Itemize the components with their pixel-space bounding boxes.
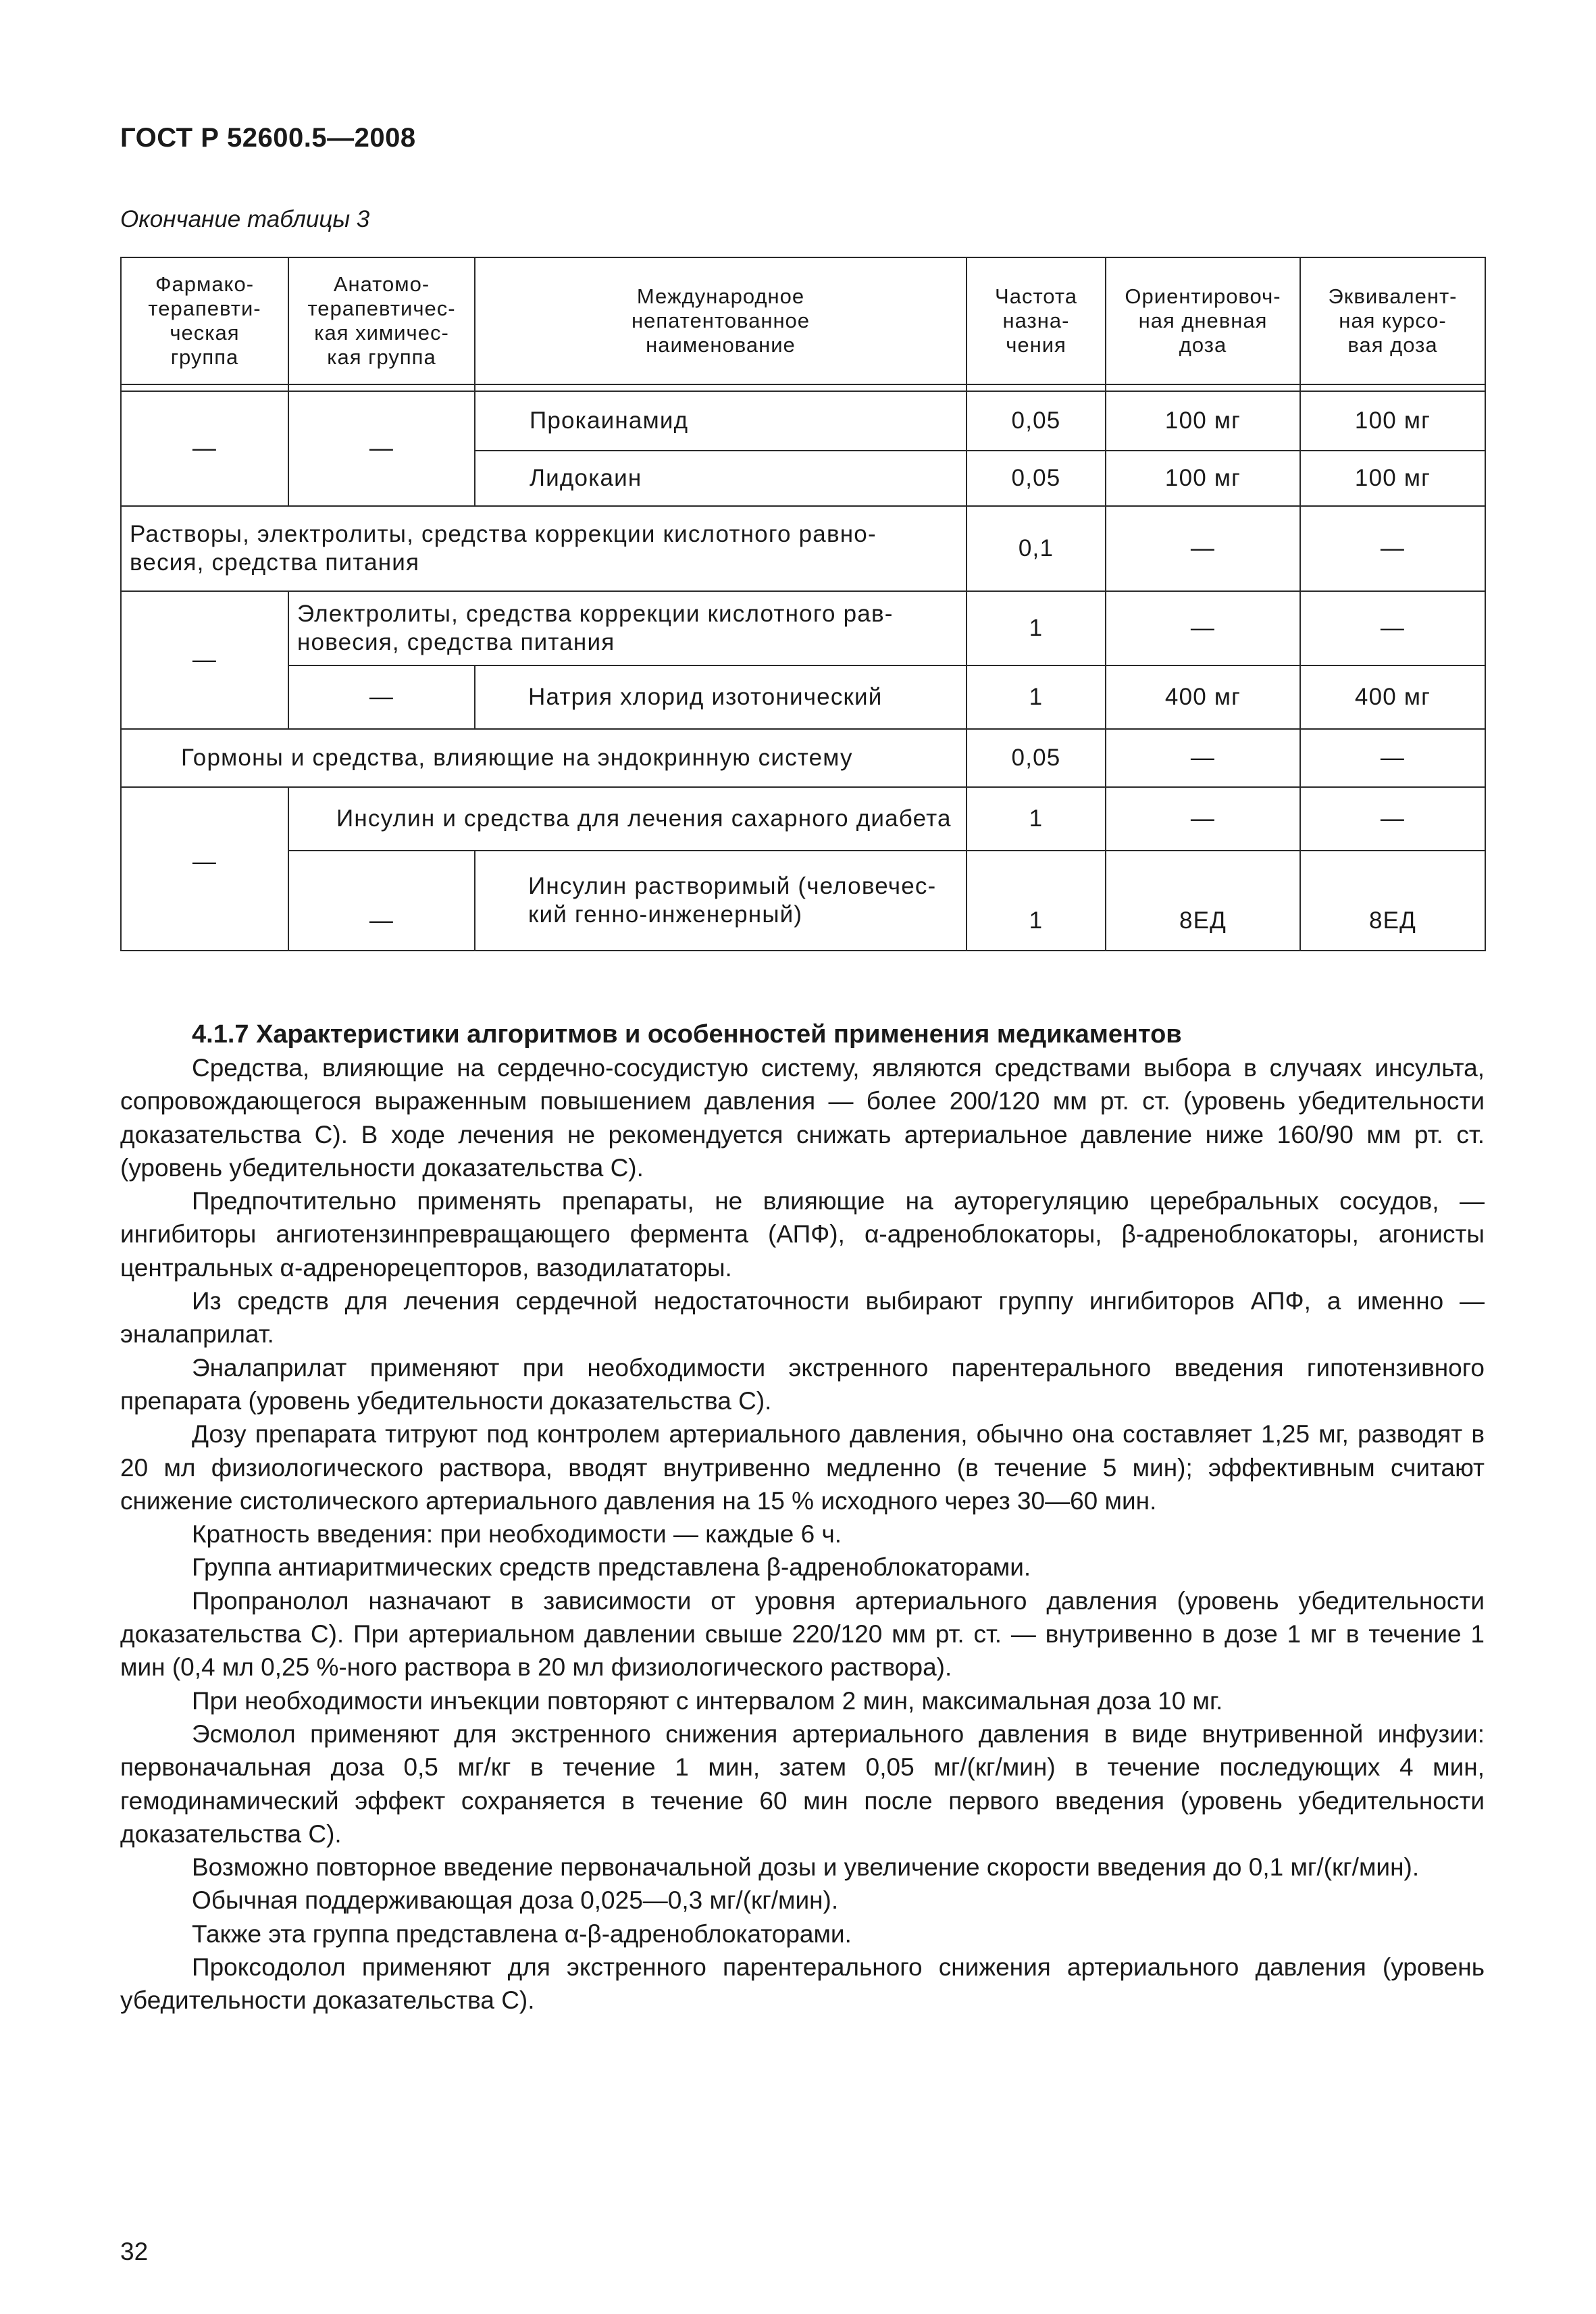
table-row xyxy=(121,787,1485,851)
cell-drug-name: Прокаинамид xyxy=(475,391,967,451)
cell-frequency: 1 xyxy=(967,665,1106,729)
cell-dash: — xyxy=(121,391,288,506)
paragraph: Также эта группа представлена α-β-адреноблокаторами. xyxy=(192,1919,852,1948)
cell-dash: — xyxy=(288,851,475,951)
paragraph: Проксодолол применяют для экстренного парентерального снижения артериального давления (уровень убедительности доказательства С). xyxy=(120,1953,1485,2015)
paragraph: Пропранолол назначают в зависимости от уровня артериального давления (уровень убедительности доказательства С). При артериальном давлении свыше 220/120 мм рт. ст. — внутривенно в дозе 1 мг в течение 1 мин (0,4 мл 0,25 %-ного раствора в 20 мл физиологического раствора). xyxy=(120,1586,1485,1682)
table-row xyxy=(121,506,1485,591)
col-header-atc-group: Анатомо- терапевтичес- кая химичес- кая группа xyxy=(288,257,475,384)
paragraph: Эсмолол применяют для экстренного снижения артериального давления в виде внутривенной инфузии: первоначальная доза 0,5 мг/кг в течение 1 мин, затем 0,05 мг/(кг/мин) в течение последующих 4 мин, гемодинамический эффект сохраняется в течение 60 мин после первого введения (уровень убедительности доказательства С). xyxy=(120,1719,1485,1848)
cell-frequency: 0,05 xyxy=(967,729,1106,787)
cell-drug-name: Инсулин растворимый (человечес- кий генно-инженерный) xyxy=(475,851,967,951)
table-row xyxy=(121,851,1485,951)
cell-daily-dose: — xyxy=(1106,591,1300,665)
cell-frequency: 0,05 xyxy=(967,451,1106,506)
cell-course-dose: — xyxy=(1300,787,1485,851)
cell-dash: — xyxy=(121,787,288,951)
col-header-daily-dose: Ориентировоч- ная дневная доза xyxy=(1106,257,1300,384)
section-heading: 4.1.7 Характеристики алгоритмов и особенностей применения медикаментов xyxy=(192,1020,1182,1049)
cell-daily-dose: 8ЕД xyxy=(1106,851,1300,951)
cell-daily-dose: — xyxy=(1106,787,1300,851)
cell-course-dose: 400 мг xyxy=(1300,665,1485,729)
table-row xyxy=(121,391,1485,451)
table-row xyxy=(121,665,1485,729)
cell-group-name: Гормоны и средства, влияющие на эндокринную систему xyxy=(121,729,967,787)
cell-course-dose: — xyxy=(1300,591,1485,665)
cell-frequency: 0,1 xyxy=(967,506,1106,591)
cell-course-dose: 100 мг xyxy=(1300,391,1485,451)
cell-dash: — xyxy=(288,391,475,506)
cell-course-dose: — xyxy=(1300,506,1485,591)
paragraph: Возможно повторное введение первоначальной дозы и увеличение скорости введения до 0,1 мг/(кг/мин). xyxy=(192,1853,1420,1882)
table-header-row xyxy=(121,257,1485,384)
cell-course-dose: 8ЕД xyxy=(1300,851,1485,951)
cell-frequency: 1 xyxy=(967,851,1106,951)
cell-group-name: Инсулин и средства для лечения сахарного диабета xyxy=(288,787,967,851)
paragraph: Обычная поддерживающая доза 0,025—0,3 мг/(кг/мин). xyxy=(192,1886,839,1915)
cell-daily-dose: 100 мг xyxy=(1106,391,1300,451)
paragraph: Группа антиаритмических средств представлена β-адреноблокаторами. xyxy=(192,1553,1031,1582)
paragraph: Средства, влияющие на сердечно-сосудистую систему, являются средствами выбора в случаях инсульта, сопровождающегося выраженным повышением давления — более 200/120 мм рт. ст. (уровень убедительности доказательства С). В ходе лечения не рекомендуется снижать артериальное давление ниже 160/90 мм рт. ст. (уровень убедительности доказательства С). xyxy=(120,1054,1485,1182)
section-4-1-7 xyxy=(120,1017,1485,2017)
cell-frequency: 1 xyxy=(967,591,1106,665)
table-separator-row xyxy=(121,384,1485,391)
col-header-pharm-group: Фармако- терапевти- ческая группа xyxy=(121,257,288,384)
cell-frequency: 1 xyxy=(967,787,1106,851)
paragraph: При необходимости инъекции повторяют с интервалом 2 мин, максимальная доза 10 мг. xyxy=(192,1686,1223,1715)
cell-frequency: 0,05 xyxy=(967,391,1106,451)
document-header: ГОСТ Р 52600.5—2008 xyxy=(120,123,416,153)
paragraph: Предпочтительно применять препараты, не влияющие на ауторегуляцию церебральных сосудов, — ингибиторы ангиотензинпревращающего фермента (АПФ), α-адреноблокаторы, β-адреноблокаторы, агонисты центральных α-адренорецепторов, вазодилататоры. xyxy=(120,1187,1485,1282)
cell-daily-dose: 400 мг xyxy=(1106,665,1300,729)
table-row xyxy=(121,729,1485,787)
paragraph: Кратность введения: при необходимости — каждые 6 ч. xyxy=(192,1520,842,1549)
cell-daily-dose: — xyxy=(1106,506,1300,591)
paragraph: Дозу препарата титруют под контролем артериального давления, обычно она составляет 1,25 мг, разводят в 20 мл физиологического раствора, вводят внутривенно медленно (в течение 5 мин); эффективным считают снижение систолического артериального давления на 15 % исходного через 30—60 мин. xyxy=(120,1420,1485,1515)
cell-drug-name: Натрия хлорид изотонический xyxy=(475,665,967,729)
table-row xyxy=(121,591,1485,665)
cell-course-dose: — xyxy=(1300,729,1485,787)
cell-dash: — xyxy=(288,665,475,729)
paragraph: Эналаприлат применяют при необходимости экстренного парентерального введения гипотензивного препарата (уровень убедительности доказательства С). xyxy=(120,1353,1485,1415)
cell-dash: — xyxy=(121,591,288,729)
col-header-course-dose: Эквивалент- ная курсо- вая доза xyxy=(1300,257,1485,384)
table-caption: Окончание таблицы 3 xyxy=(120,206,370,232)
cell-daily-dose: 100 мг xyxy=(1106,451,1300,506)
cell-course-dose: 100 мг xyxy=(1300,451,1485,506)
page-number: 32 xyxy=(120,2238,149,2265)
table-3 xyxy=(120,257,1486,951)
cell-group-name: Электролиты, средства коррекции кислотного рав- новесия, средства питания xyxy=(288,591,967,665)
col-header-inn: Международное непатентованное наименование xyxy=(475,257,967,384)
paragraph: Из средств для лечения сердечной недостаточности выбирают группу ингибиторов АПФ, а именно — эналаприлат. xyxy=(120,1287,1485,1349)
cell-daily-dose: — xyxy=(1106,729,1300,787)
cell-group-name: Растворы, электролиты, средства коррекции кислотного равно- весия, средства питания xyxy=(121,506,967,591)
cell-drug-name: Лидокаин xyxy=(475,451,967,506)
col-header-frequency: Частота назна- чения xyxy=(967,257,1106,384)
